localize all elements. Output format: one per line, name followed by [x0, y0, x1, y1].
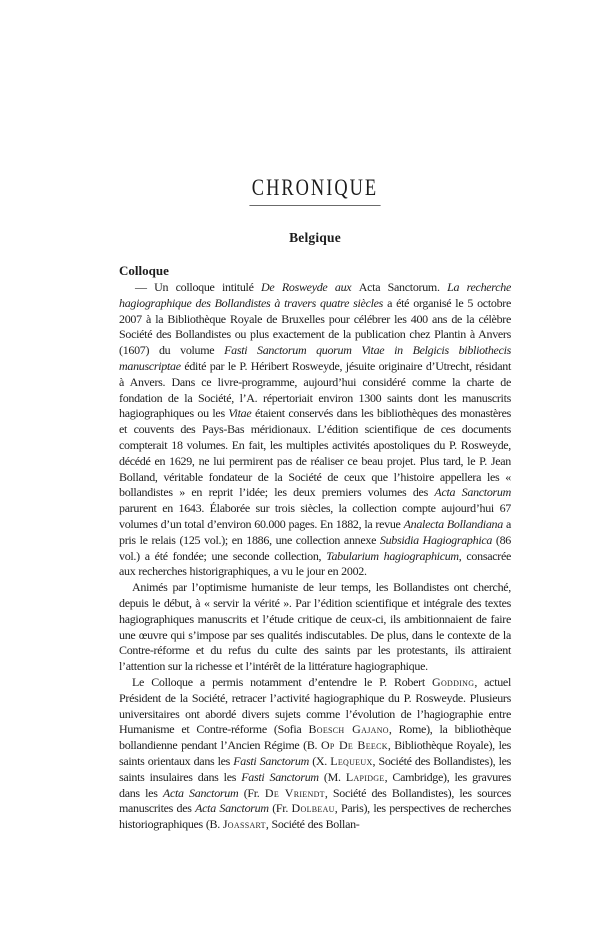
page-title: CHRONIQUE	[249, 176, 380, 206]
text-run-smallcaps: Joassart	[222, 817, 266, 832]
subsection-heading-colloque: Colloque	[119, 263, 169, 278]
text-run: parurent en 1643. Élaborée sur trois siècles, la collection compte aujourd’hui 67 volumes d’un total d’environ 60.000 pages. En 1882, la revue	[119, 501, 511, 531]
text-run-smallcaps: Dolbeau	[291, 801, 335, 816]
text-run: étaient conservés dans les bibliothèques des monastères et couvents des Pays-Bas méridionaux. L’édition scientifique de ces documents compterait 18 volumes. En fait, les multiples activités apostoliques du P. Rosweyde, décédé en 1629, ne lui permirent pas de réaliser ce beau projet. Plus tard, le P. Jean Bolland, véritable fondateur de la Société de ceux que l’histoire appellera les « bollandistes » en reprit l’idée; les deux premiers volumes des	[119, 406, 512, 500]
text-run: (Fr.	[272, 801, 292, 816]
text-run-smallcaps: Lequeux	[330, 753, 373, 768]
text-run-italic: Tabularium hagiographicum	[326, 548, 459, 563]
text-run-italic: Analecta Bollandiana	[403, 516, 506, 531]
text-run: , consacrée aux recherches historigraphiques, a vu le jour en 2002.	[119, 548, 512, 579]
text-run: — Un colloque intitulé	[135, 280, 262, 294]
text-run: a pris le relais (125 vol.); en 1886, une collection annexe	[119, 516, 511, 547]
text-run-italic: De Rosweyde aux	[261, 280, 359, 294]
text-run: Le Colloque a permis notamment d’entendre le P. Robert	[132, 674, 432, 689]
text-run: , Cambridge), les gravures dans les	[119, 769, 511, 800]
text-run-italic: Vitae	[228, 406, 255, 421]
text-run-italic: Fasti Sanctorum	[241, 769, 319, 784]
text-run-italic: Acta Sanctorum	[434, 485, 511, 500]
text-run: Animés par l’optimisme humaniste de leur temps, les Bollandistes ont cherché, depuis le début, à « servir la vérité ». Par l’édition scientifique et intégrale des textes hagiographiques manuscrits et l’étude critique de ceux-ci, ils ambitionnaient de faire une œuvre qui s’impose par ses qualités indiscutables. De plus, dans le contexte de la Contre-réforme et du refus du culte des saints par les protestants, ils attiraient l’attention sur la richesse et l’intérêt de la littérature hagiographique.	[119, 580, 511, 674]
text-run: (M.	[318, 769, 346, 784]
text-run-smallcaps: Godding	[431, 674, 475, 689]
text-run: , Rome), la bibliothèque bollandienne pendant l’Ancien Régime (B.	[119, 722, 511, 753]
text-run: a été organisé le 5 octobre 2007 à la Bibliothèque Royale de Bruxelles pour célébrer les 400 ans de la célèbre Société des Bollandistes ou plus exactement de la publication chez Plantin à Anvers (1607) du volume	[119, 295, 511, 358]
text-run: Acta Sanctorum.	[358, 280, 448, 294]
text-run: édité par le P. Héribert Rosweyde, jésuite originaire d’Utrecht, résidant à Anvers. Dans ce livre-programme, aujourd’hui considéré comme la charte de fondation de la Société, l’A. répertoriait environ 1300 saints dont les manuscrits hagiographiques ou les	[119, 358, 511, 421]
text-block	[119, 0, 511, 833]
text-run-smallcaps: De Vriendt	[264, 785, 325, 800]
text-run: (X.	[312, 753, 331, 768]
title-wrap	[119, 176, 511, 206]
paragraph-colloque-2	[119, 580, 511, 675]
section-heading-belgique: Belgique	[289, 230, 341, 245]
text-run-smallcaps: Op De Beeck	[320, 738, 388, 753]
text-run: , actuel Président de la Société, retracer l’activité hagiographique du P. Rosweyde. Plusieurs universitaires ont abordé divers sujets comme l’évolution de l’hagiographie entre Humanisme et Contre-réforme (Sofia	[119, 674, 511, 737]
text-run: , Bibliothèque Royale), les saints orientaux dans les	[119, 738, 512, 768]
paragraph-colloque-1	[119, 280, 511, 580]
text-run: , Société des Bollandistes), les sources manuscrites des	[119, 785, 512, 816]
text-run: (Fr.	[243, 785, 265, 800]
text-run-italic: Acta Sanctorum	[195, 801, 273, 816]
text-run: , Société des Bollan-	[265, 817, 360, 832]
text-run-italic: La recherche hagiographique des Bollandistes à travers quatre siècles	[119, 280, 511, 310]
text-run-italic: Fasti Sanctorum	[233, 753, 313, 768]
text-run-italic: Fasti Sanctorum quorum Vitae in Belgicis bibliothecis manuscriptae	[119, 343, 511, 373]
paragraph-colloque-3	[119, 675, 511, 833]
text-run-italic: Acta Sanctorum	[162, 785, 244, 800]
text-run-italic: Subsidia Hagiographica	[379, 532, 496, 547]
text-run-smallcaps: Boesch Gajano	[308, 722, 389, 737]
text-run: (86 vol.) a été fondée; une seconde collection,	[119, 532, 511, 563]
text-run-smallcaps: Lapidge	[345, 769, 385, 784]
text-run: , Paris), les perspectives de recherches historiographiques (B.	[119, 801, 511, 832]
text-run: , Société des Bollandistes), les saints insulaires dans les	[119, 753, 512, 784]
